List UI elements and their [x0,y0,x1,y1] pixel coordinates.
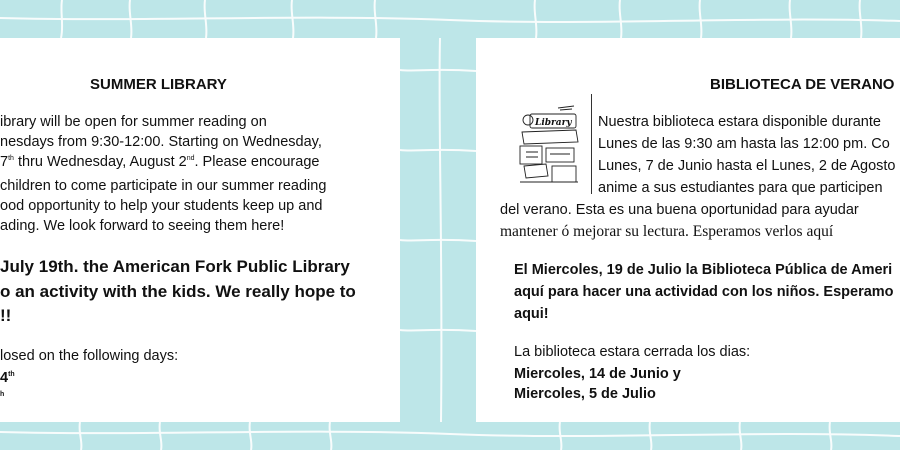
closed-days-heading: La biblioteca estara cerrada los dias: [514,344,751,360]
paragraph-line: ibrary will be open for summer reading on [0,114,267,130]
paragraph-line: Lunes de las 9:30 am hasta las 12:00 pm. Co [598,136,890,152]
paragraph-line: mantener ó mejorar su lectura. Esperamos verlos aquí [500,223,834,240]
event-line: July 19th. the American Fork Public Library [0,257,350,276]
paragraph-line: del verano. Esta es una buena oportunidad para ayudar [500,202,859,218]
closed-days-heading: losed on the following days: [0,348,179,364]
paragraph-line: 7th thru Wednesday, August 2nd. Please encourage [0,154,320,170]
paragraph-line: anime a sus estudiantes para que participen [598,180,883,196]
event-line: aqui! [514,306,549,322]
paragraph-line: Lunes, 7 de Junio hasta el Lunes, 2 de Agosto [598,158,896,174]
event-line: aquí para hacer una actividad con los niños. Esperamo [514,284,894,300]
paragraph-line: ading. We look forward to seeing them here! [0,218,285,234]
library-books-icon [516,102,582,190]
flyer-title: SUMMER LIBRARY [90,76,227,93]
paragraph-line: children to come participate in our summer reading [0,178,327,194]
closed-day: Miercoles, 5 de Julio [514,386,656,402]
divider [591,94,592,194]
closed-day: h [0,391,5,398]
spanish-flyer-card [476,38,900,422]
paragraph-line: ood opportunity to help your students keep up and [0,198,323,214]
paragraph-line: Nuestra biblioteca estara disponible durante [598,114,881,130]
svg-text:Library: Library [535,118,572,128]
event-line: !! [0,306,12,325]
closed-day: Miercoles, 14 de Junio y [514,366,681,382]
closed-day: 4th [0,370,15,386]
flyer-title: BIBLIOTECA DE VERANO [710,76,895,93]
event-line: o an activity with the kids. We really hope to [0,282,356,301]
english-flyer-card [0,38,400,422]
event-line: El Miercoles, 19 de Julio la Biblioteca Pública de Ameri [514,262,893,278]
paragraph-line: nesdays from 9:30-12:00. Starting on Wednesday, [0,134,322,150]
